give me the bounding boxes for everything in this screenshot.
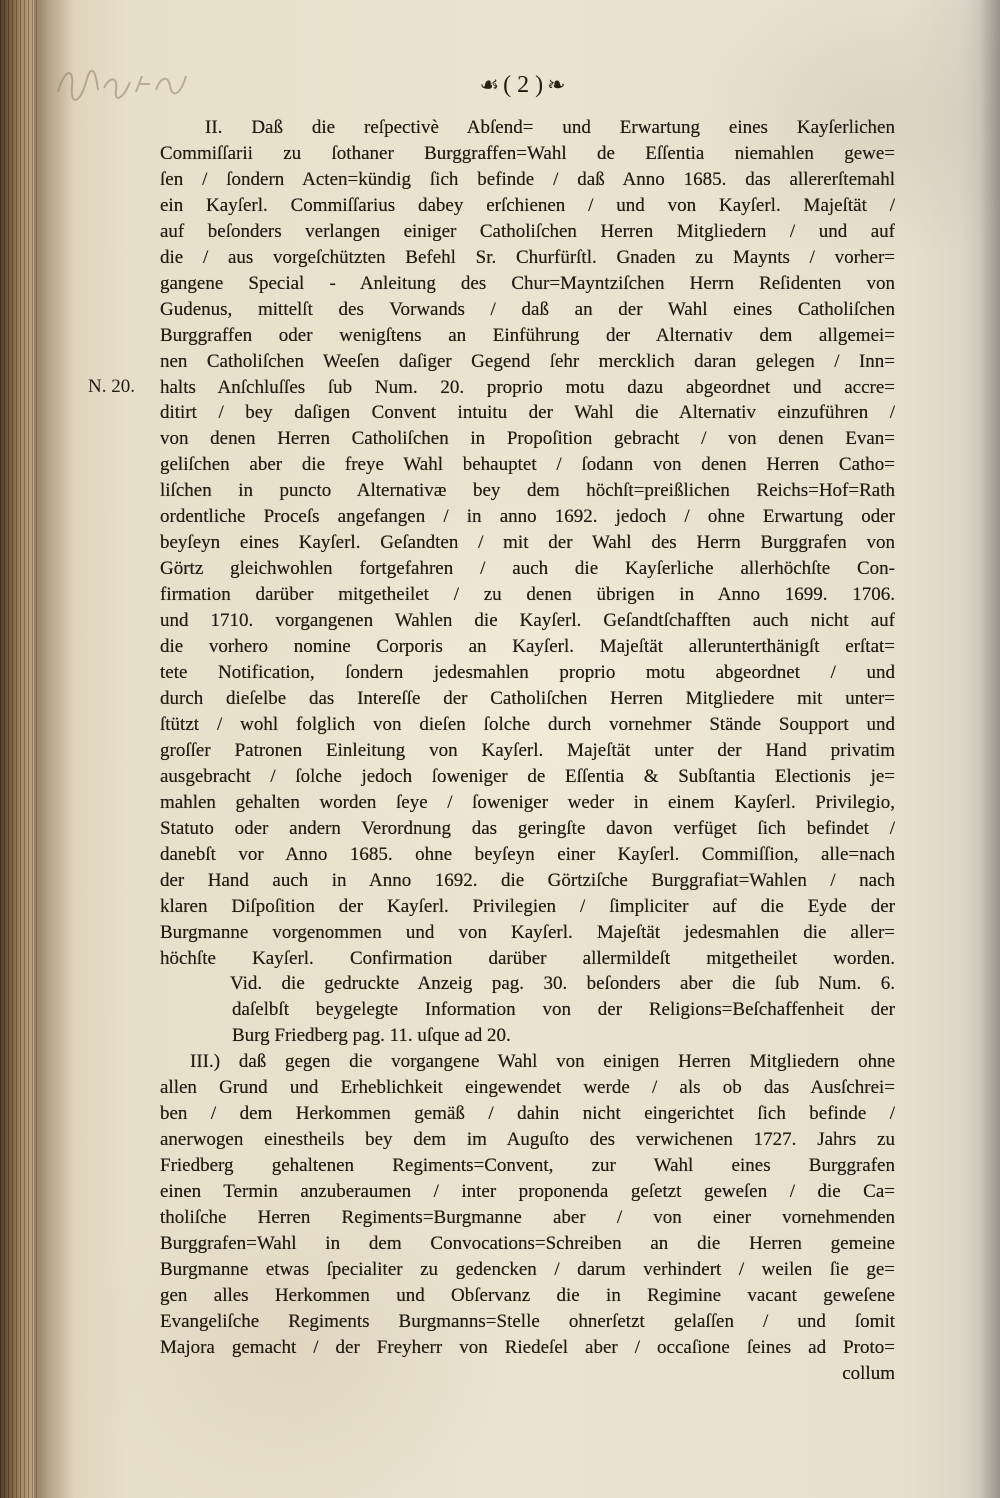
text-line: groſſer Patronen Einleitung von Kayſerl. Majeſtät unter der Hand privatim [160,739,895,761]
text-line: Burgmanne etwas ſpecialiter zu gedencken / darum verhindert / weilen ſie ge= [160,1258,895,1280]
text-line: ordentliche Proceſs angefangen / in anno 1692. jedoch / ohne Erwartung oder [160,506,895,528]
text-line: und 1710. vorgangenen Wahlen die Kayſerl. Geſandtſchafften auch nicht auf [160,610,895,632]
text-line: durch dieſelbe das Intereſſe der Catholiſchen Herren Mitgliedere mit unter= [160,687,895,709]
text-line: Gudenus, mittelſt des Vorwands / daß an der Wahl eines Catholiſchen [160,298,895,320]
text-line: Burggrafen=Wahl in dem Convocations=Schreiben an die Herren gemeine [160,1232,895,1254]
text-line: tete Notification, ſondern jedesmahlen proprio motu abgeordnet / und [160,662,895,684]
margin-reference: N. 20. [88,376,135,397]
text-line: die / aus vorgeſchützten Befehl Sr. Churfürſtl. Gnaden zu Maynts / vorher= [160,246,895,268]
ornament-right-icon: ❧ [547,73,566,98]
text-line: ben / dem Herkommen gemäß / dahin nicht eingerichtet ſich befinde / [160,1103,895,1125]
text-line: II. Daß die reſpectivè Abſend= und Erwartung eines Kayſerlichen [205,117,895,138]
text-line: tholiſche Herren Regiments=Burgmanne aber / von einer vornehmenden [160,1207,895,1229]
text-line: höchſte Kayſerl. Confirmation darüber allermildeſt mitgetheilet worden. [160,947,895,969]
text-line: geliſchen aber die freye Wahl behauptet / ſodann von denen Herren Catho= [160,454,895,476]
text-line: ſen / ſondern Acten=kündig ſich befinde / daß Anno 1685. das allererſtemahl [160,168,895,190]
text-line: von denen Herren Catholiſchen in Propoſition gebracht / von denen Evan= [160,428,895,450]
body-text [160,115,895,1387]
text-line: nen Catholiſchen Weeſen daſiger Gegend ſehr mercklich daran gelegen / Inn= [160,350,895,372]
text-line: gen alles Herkommen und Obſervanz die in Regimine vacant geweſene [160,1284,895,1306]
catchword: collum [842,1362,895,1384]
text-line: ditirt / bey daſigen Convent intuitu der Wahl die Alternativ einzuführen / [160,402,895,424]
text-line: danebſt vor Anno 1685. ohne beyſeyn einer Kayſerl. Commiſſion, alle=nach [160,843,895,865]
text-line: klaren Diſpoſition der Kayſerl. Privilegien / ſimpliciter auf die Eyde der [160,895,895,917]
text-line: liſchen in puncto Alternativæ bey dem höchſt=preißlichen Reichs=Hof=Rath [160,480,895,502]
ornament-left-icon: ☙ [479,73,500,98]
text-line: mahlen gehalten worden ſeye / ſoweniger weder in einem Kayſerl. Privilegio, [160,791,895,813]
page-header [400,72,645,99]
text-line: gangene Special - Anleitung des Chur=Mayntziſchen Herrn Reſidenten von [160,272,895,294]
handwritten-pencil-note [52,52,192,116]
text-line: Burgmanne vorgenommen und von Kayſerl. Majeſtät jedesmahlen die aller= [160,921,895,943]
text-line: Statuto oder andern Verordnung das geringſte davon verfüget ſich befindet / [160,817,895,839]
text-line: einen Termin anzuberaumen / inter proponenda geſetzt geweſen / die Ca= [160,1181,895,1203]
text-line: ein Kayſerl. Commiſſarius dabey erſchienen / und von Kayſerl. Majeſtät / [160,194,895,216]
text-line: allen Grund und Erheblichkeit eingewendet werde / als ob das Ausſchrei= [160,1077,895,1099]
text-line: Friedberg gehaltenen Regiments=Convent, zur Wahl eines Burggrafen [160,1155,895,1177]
text-line: auf beſonders verlangen einiger Catholiſchen Herren Mitgliedern / und auf [160,220,895,242]
text-line: firmation darüber mitgetheilet / zu denen übrigen in Anno 1699. 1706. [160,584,895,606]
book-edge [0,0,38,1498]
text-line: Majora gemacht / der Freyherr von Riedeſel aber / occaſione ſeines ad Proto= [160,1336,895,1358]
text-line: anerwogen einestheils bey dem im Auguſto des verwichenen 1727. Jahrs zu [160,1129,895,1151]
text-line: ausgebracht / ſolche jedoch ſoweniger de Eſſentia & Subſtantia Electionis je= [160,765,895,787]
text-line: ſtützt / wohl folglich von dieſen ſolche durch vornehmer Stände Soupport und [160,713,895,735]
text-line: Burg Friedberg pag. 11. uſque ad 20. [232,1025,511,1047]
page-number: ( 2 ) [503,72,544,98]
text-line: daſelbſt beygelegte Information von der Religions=Beſchaffenheit der [232,999,895,1021]
text-line: die vorhero nomine Corporis an Kayſerl. Majeſtät allerunterthänigſt erſtat= [160,636,895,658]
text-line: Vid. die gedruckte Anzeig pag. 30. beſonders aber die ſub Num. 6. [230,973,895,995]
text-line: beyſeyn eines Kayſerl. Geſandten / mit der Wahl des Herrn Burggrafen von [160,532,895,554]
text-line: Burggraffen oder wenigſtens an Einführung der Alternativ dem allgemei= [160,324,895,346]
gutter-shadow [34,0,74,1498]
page-right-edge [978,0,1000,1498]
text-line: Commiſſarii zu ſothaner Burggraffen=Wahl de Eſſentia niemahlen gewe= [160,142,895,164]
text-line: Evangeliſche Regiments Burgmanns=Stelle ohnerſetzt gelaſſen / und ſomit [160,1310,895,1332]
text-line: halts Anſchluſſes ſub Num. 20. proprio motu dazu abgeordnet und accre= [160,376,895,398]
text-line: Görtz gleichwohlen fortgefahren / auch die Kayſerliche allerhöchſte Con- [160,558,895,580]
text-line: der Hand auch in Anno 1692. die Görtziſche Burggrafiat=Wahlen / nach [160,869,895,891]
text-line: III.) daß gegen die vorgangene Wahl von einigen Herren Mitgliedern ohne [190,1051,895,1073]
